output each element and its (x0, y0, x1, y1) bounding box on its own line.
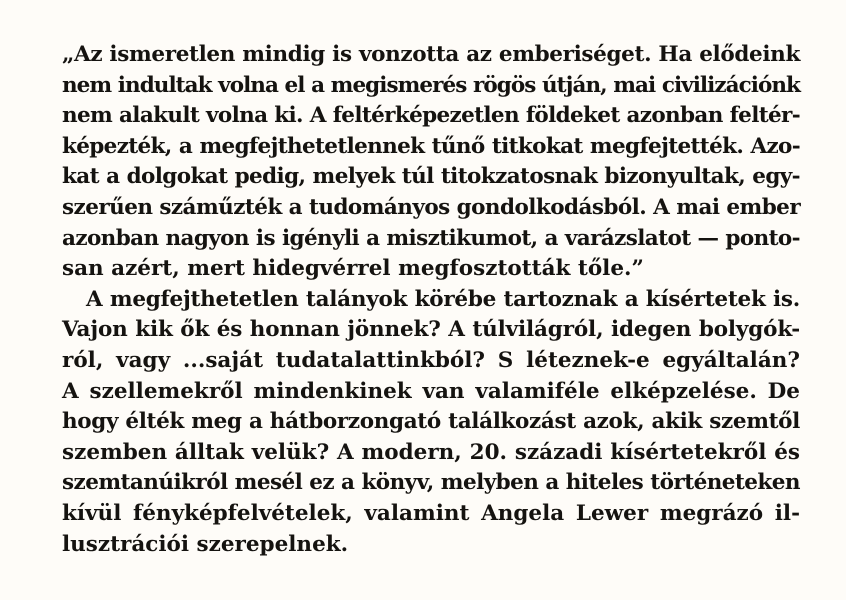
paragraph-quote (62, 40, 800, 285)
text-line: A megfejthetetlen talányok körébe tartoznak a kísértetek is. (86, 286, 800, 312)
text-line: szemtanúikról mesél ez a könyv, melyben a hiteles történeteken (62, 470, 800, 496)
text-line: lusztrációi szerepelnek. (62, 531, 349, 557)
text-line: A szellemekről mindenkinek van valamiféle elképzelése. De (62, 378, 800, 404)
text-line: san azért, mert hidegvérrel megfosztották tőle.” (62, 256, 644, 282)
text-line: Vajon kik ők és honnan jönnek? A túlvilágról, idegen bolygók- (62, 317, 800, 343)
text-line: „Az ismeretlen mindig is vonzotta az emberiséget. Ha elődeink (62, 42, 800, 67)
text-line: kívül fényképfelvételek, valamint Angela Lewer megrázó il- (62, 500, 800, 526)
text-line: képezték, a megfejthetetlennek tűnő titkokat megfejtették. Azo- (62, 133, 800, 159)
text-line: hogy élték meg a hátborzongató találkozást azok, akik szemtől (62, 409, 800, 435)
text-line: nem indultak volna el a megismerés rögös útján, mai civilizációnk (62, 72, 800, 98)
page-text (62, 40, 800, 560)
text-line: szerűen száműzték a tudományos gondolkodásból. A mai ember (62, 194, 801, 220)
paragraph-description (62, 285, 800, 560)
text-line: szemben álltak velük? A modern, 20. századi kísértetekről és (62, 439, 800, 465)
text-line: ról, vagy ...saját tudatalattinkból? S léteznek-e egyáltalán? (62, 347, 800, 373)
text-line: nem alakult volna ki. A feltérképezetlen földeket azonban feltér- (62, 103, 800, 129)
text-line: azonban nagyon is igényli a misztikumot, a varázslatot — ponto- (62, 225, 800, 251)
text-line: kat a dolgokat pedig, melyek túl titokzatosnak bizonyultak, egy- (62, 164, 800, 190)
